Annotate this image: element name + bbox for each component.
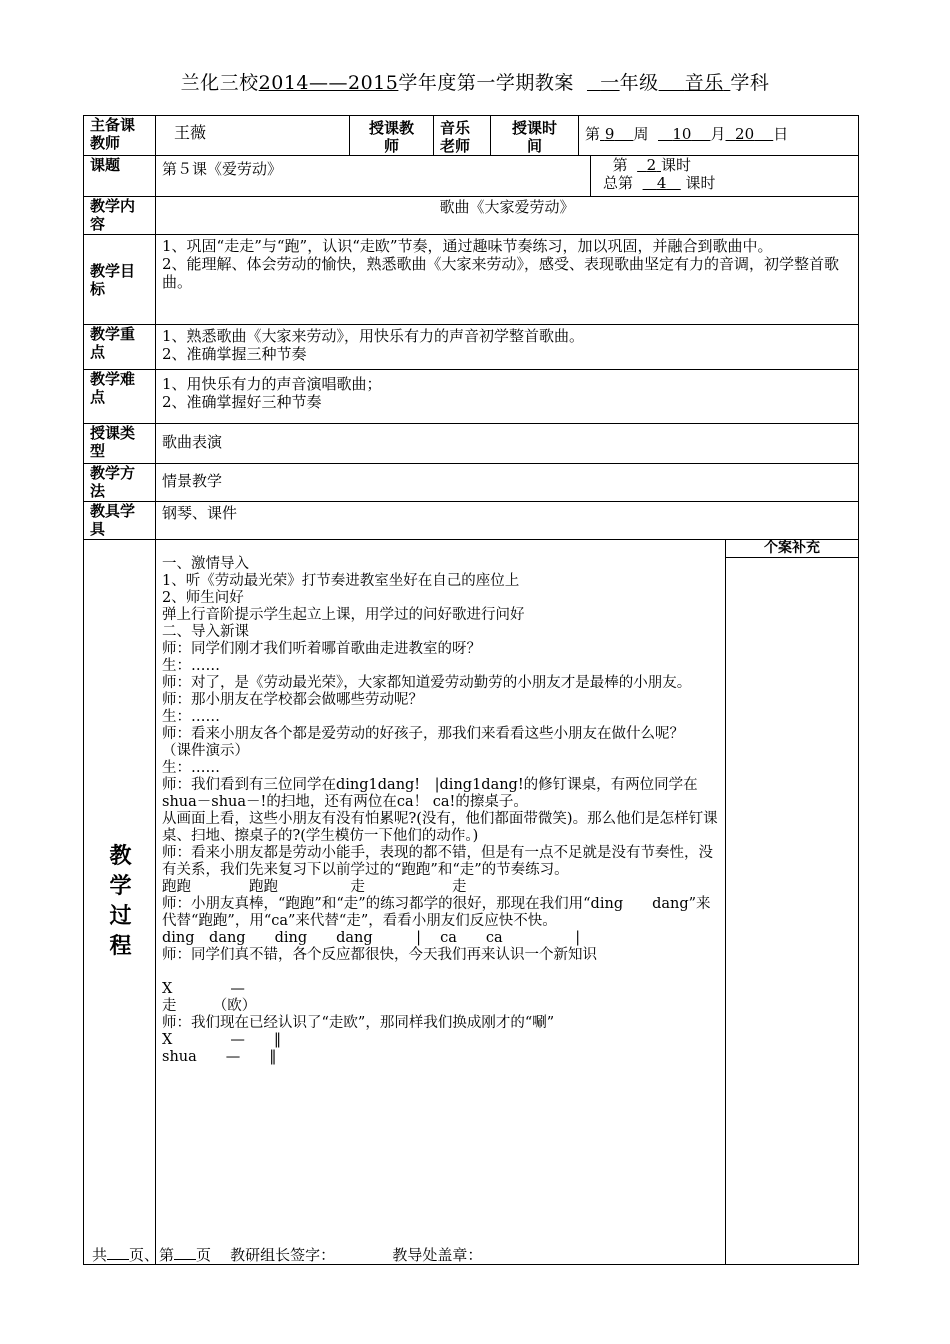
lesson-plan-table	[83, 115, 859, 1265]
method-value: 情景教学	[156, 464, 859, 502]
process-lines: 一、激情导入 1、听《劳动最光荣》打节奏进教室坐好在自己的座位上 2、师生问好 弹上行音阶提示学生起立上课，用学过的问好歌进行问好 二、导入新课 师：同学们刚才我们听着哪首歌曲走进教室的呀？ 生：…… 师：对了，是《劳动最光荣》，大家都知道爱劳动勤劳的小朋友才是最棒的小朋友。 师：那小朋友在学校都会做哪些劳动呢？ 生：…… 师：看来小朋友各个都是爱劳动的好孩子，那我们来看看这些小朋友在做什么呢？ （课件演示） 生：…… 师：我们看到有三位同学在ding1dang! |ding1dang!的修钉课桌，有两位同学在shua－shua－!的扫地，还有两位在ca！ ca!的擦桌子。 从画面上看，这些小朋友有没有怕累呢?(没有，他们都面带微笑)。那么他们是怎样钉课桌、扫地、擦桌子的?(学生模仿一下他们的动作。) 师：看来小朋友都是劳动小能手，表现的都不错，但是有一点不足就是没有节奏性，没有关系，我们先来复习下以前学过的“跑跑”和“走”的节奏练习。 跑跑 跑跑 走 走 师：小朋友真棒，“跑跑”和“走”的练习都学的很好，那现在我们用“ding dang”来代替“跑跑”，用“ca”来代替“走”，看看小朋友们反应快不快。 ding dang ding dang | ca ca | 师：同学们真不错，各个反应都很快，今天我们再来认识一个新知识 X — 走 （欧） 师：我们现在已经认识了“走欧”，那同样我们换成刚才的“唰” X — ‖ shua — ‖	[162, 556, 718, 1065]
topic-value: 第５课《爱劳动》	[156, 156, 591, 197]
school-years: 2014——2015	[258, 72, 399, 94]
row-content	[84, 197, 859, 235]
difficulty-label: 教学难点	[84, 370, 156, 424]
office-stamp: 教导处盖章：	[392, 1246, 483, 1264]
topic-label: 课题	[84, 156, 156, 197]
page-title: 兰化三校2014——2015学年度第一学期教案 一年级 音乐 学科	[180, 72, 770, 94]
difficulty-value: 1、用快乐有力的声音演唱歌曲； 2、准确掌握好三种节奏	[156, 370, 859, 424]
date-value: 第 9 周 10 月 20 日	[579, 116, 859, 156]
subject-value: 音乐	[684, 72, 724, 94]
tools-value: 钢琴、课件	[156, 502, 859, 540]
lead-teacher-value: 王薇	[156, 116, 350, 156]
lesson-type-label: 授课类型	[84, 424, 156, 464]
time-label: 授课时间	[491, 116, 579, 156]
process-content	[156, 540, 726, 1265]
row-process	[84, 540, 859, 1265]
row-lesson-type	[84, 424, 859, 464]
grade-value: 一	[600, 72, 620, 94]
process-label-cell	[84, 540, 156, 1265]
page-footer: 共 页、第 页 教研组长签字： 教导处盖章：	[92, 1246, 483, 1264]
key-value: 1、熟悉歌曲《大家来劳动》，用快乐有力的声音初学整首歌曲。 2、准确掌握三种节奏	[156, 325, 859, 370]
goals-label: 教学目标	[84, 235, 156, 325]
period-value: 第 2 课时 总第 4 课时	[591, 156, 859, 197]
content-value: 歌曲《大家爱劳动》	[156, 197, 859, 235]
row-topic	[84, 156, 859, 197]
goals-value: 1、巩固“走走”与“跑”，认识“走欧”节奏，通过趣味节奏练习，加以巩固，并融合到歌曲中。 2、能理解、体会劳动的愉快，熟悉歌曲《大家来劳动》，感受、表现歌曲坚定有力的音调，初学整首歌曲。	[156, 235, 859, 325]
method-label: 教学方法	[84, 464, 156, 502]
supplement-cell	[726, 540, 859, 1265]
row-teachers	[84, 116, 859, 156]
row-method	[84, 464, 859, 502]
lesson-type-value: 歌曲表演	[156, 424, 859, 464]
leader-signature: 教研组长签字：	[230, 1246, 336, 1264]
tools-label: 教具学具	[84, 502, 156, 540]
supplement-label: 个案补充	[726, 540, 858, 558]
content-label: 教学内容	[84, 197, 156, 235]
row-difficulty	[84, 370, 859, 424]
row-goals	[84, 235, 859, 325]
process-label: 教学过程	[109, 844, 132, 959]
row-tools	[84, 502, 859, 540]
key-label: 教学重点	[84, 325, 156, 370]
teacher-value: 音乐老师	[434, 116, 491, 156]
row-key	[84, 325, 859, 370]
teacher-label: 授课教师	[350, 116, 434, 156]
lead-teacher-label: 主备课教师	[84, 116, 156, 156]
